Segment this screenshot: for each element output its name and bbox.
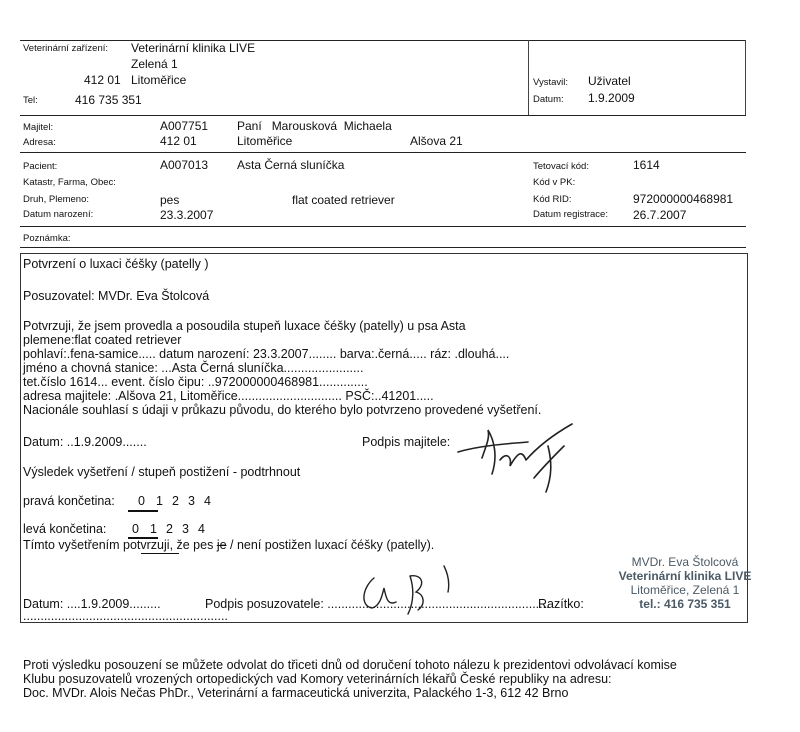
footer-line-1: Proti výsledku posouzení se můžete odvolat do třiceti dnů od doručení tohoto nálezu k prezidentovi odvolávací komise bbox=[23, 658, 677, 672]
paragraph-line-3: pohlaví:.fena-samice..... datum narození: 23.3.2007........ barva:.černá..... ráz: .dlouhá.... bbox=[23, 347, 510, 361]
right-grade-1: 1 bbox=[156, 494, 163, 508]
stamp-line-1: MVDr. Eva Štolcová bbox=[631, 555, 739, 569]
species-value: pes bbox=[160, 193, 180, 207]
stamp-line-2: Veterinární klinika LIVE bbox=[618, 569, 752, 583]
issued-label: Vystavil: bbox=[533, 77, 569, 88]
tattoo-label: Tetovací kód: bbox=[533, 161, 589, 172]
birth-value: 23.3.2007 bbox=[160, 208, 214, 222]
top-border bbox=[20, 40, 746, 41]
clinic-zip: 412 01 bbox=[84, 73, 121, 87]
footer-line-2: Klubu posuzovatelů vrozených ortopedických vad Komory veterinárních lékařů České republiky na adresu: bbox=[23, 672, 612, 686]
assessor-line: Posuzovatel: MVDr. Eva Štolcová bbox=[23, 289, 210, 303]
right-grade-4: 4 bbox=[204, 494, 211, 508]
left-grade-4: 4 bbox=[198, 522, 205, 536]
confirm-text-b: / není postižen luxací čéšky (patelly). bbox=[226, 538, 435, 552]
stamp-line-3: Litoměřice, Zelená 1 bbox=[630, 583, 740, 597]
patient-bottom-rule bbox=[20, 226, 746, 227]
owner-name: Paní Marousková Michaela bbox=[237, 119, 392, 133]
species-label: Druh, Plemeno: bbox=[23, 194, 90, 205]
date-label: Datum: bbox=[533, 94, 564, 105]
address-street: Alšova 21 bbox=[410, 134, 463, 148]
katastr-label: Katastr, Farma, Obec: bbox=[23, 177, 116, 188]
patient-label: Pacient: bbox=[23, 161, 58, 172]
footer-line-3: Doc. MVDr. Alois Nečas PhDr., Veterinární a farmaceutická univerzita, Palackého 1-3, 612 42 Brno bbox=[23, 686, 569, 700]
tel-label: Tel: bbox=[23, 95, 38, 106]
clinic-stamp bbox=[600, 555, 770, 611]
note-bottom-rule bbox=[20, 247, 746, 248]
address-zip: 412 01 bbox=[160, 134, 197, 148]
stamp-line-4: tel.: 416 735 351 bbox=[639, 597, 731, 611]
assessor-signature-label: Podpis posuzovatele: ................................................................ bbox=[205, 597, 550, 611]
pk-label: Kód v PK: bbox=[533, 177, 576, 188]
confirm-line bbox=[23, 538, 434, 552]
paragraph-line-5: tet.číslo 1614... event. číslo čipu: ..972000000468981.............. bbox=[23, 375, 368, 389]
owner-id: A007751 bbox=[160, 119, 209, 133]
issued-value: Uživatel bbox=[588, 74, 631, 88]
confirm-text-a: Tímto vyšetřením potvrzuji, že pes bbox=[23, 538, 217, 552]
clinic-label: Veterinární zařízení: bbox=[23, 43, 109, 54]
left-leg-label: levá končetina: bbox=[23, 522, 107, 536]
rid-label: Kód RID: bbox=[533, 194, 572, 205]
header-right-border bbox=[745, 40, 746, 116]
paragraph-line-7: Nacionále souhlasí s údaji v průkazu původu, do kterého bylo potvrzeno provedené vyšetření. bbox=[23, 403, 542, 417]
clinic-city: Litoměřice bbox=[131, 73, 187, 87]
owner-signature bbox=[448, 416, 588, 496]
dotted-line: ........................................................... bbox=[23, 609, 228, 623]
patient-name: Asta Černá sluníčka bbox=[237, 158, 345, 172]
owner-signature-label: Podpis majitele: bbox=[362, 435, 451, 449]
confirm-je-crossed: je bbox=[216, 538, 227, 552]
note-label: Poznámka: bbox=[23, 233, 71, 244]
address-label: Adresa: bbox=[23, 137, 56, 148]
right-grade-0: 0 bbox=[138, 494, 145, 508]
confirm-underline bbox=[141, 553, 179, 554]
rid-value: 972000000468981 bbox=[633, 192, 734, 206]
paragraph-line-1: Potvrzuji, že jsem provedla a posoudila stupeň luxace čéšky (patelly) u psa Asta bbox=[23, 319, 466, 333]
left-grade-0: 0 bbox=[132, 522, 139, 536]
left-grade-2: 2 bbox=[166, 522, 173, 536]
result-title: Výsledek vyšetření / stupeň postižení - podtrhnout bbox=[23, 465, 301, 479]
patient-id: A007013 bbox=[160, 158, 209, 172]
reg-value: 26.7.2007 bbox=[633, 208, 687, 222]
left-leg-grades bbox=[132, 522, 214, 536]
certificate-title: Potvrzení o luxaci čéšky (patelly ) bbox=[23, 257, 209, 271]
date-value: 1.9.2009 bbox=[588, 91, 635, 105]
birth-label: Datum narození: bbox=[23, 209, 94, 220]
tel-value: 416 735 351 bbox=[75, 93, 142, 107]
header-bottom-rule bbox=[20, 115, 746, 116]
clinic-street: Zelená 1 bbox=[131, 57, 178, 71]
assessor-date: Datum: ....1.9.2009......... bbox=[23, 597, 161, 611]
owner-date: Datum: ..1.9.2009....... bbox=[23, 435, 147, 449]
reg-label: Datum registrace: bbox=[533, 209, 608, 220]
right-leg-label: pravá končetina: bbox=[23, 494, 115, 508]
header-divider bbox=[528, 40, 529, 116]
left-grade-1: 1 bbox=[150, 522, 157, 536]
left-grade-3: 3 bbox=[182, 522, 189, 536]
tattoo-value: 1614 bbox=[633, 158, 660, 172]
right-grade-3: 3 bbox=[188, 494, 195, 508]
paragraph-line-6: adresa majitele: .Alšova 21, Litoměřice.............................. PSČ:..41201..... bbox=[23, 389, 434, 403]
breed-value: flat coated retriever bbox=[292, 193, 395, 207]
owner-bottom-rule bbox=[20, 152, 746, 153]
right-leg-grades bbox=[138, 494, 220, 508]
paragraph-line-2: plemene:flat coated retriever bbox=[23, 333, 182, 347]
clinic-name: Veterinární klinika LIVE bbox=[131, 41, 256, 55]
address-city: Litoměřice bbox=[237, 134, 293, 148]
right-grade-underline bbox=[128, 510, 158, 512]
right-grade-2: 2 bbox=[172, 494, 179, 508]
stamp-label: Razítko: bbox=[538, 597, 584, 611]
paragraph-line-4: jméno a chovná stanice: ...Asta Černá sluníčka....................... bbox=[23, 361, 364, 375]
owner-label: Majitel: bbox=[23, 122, 54, 133]
